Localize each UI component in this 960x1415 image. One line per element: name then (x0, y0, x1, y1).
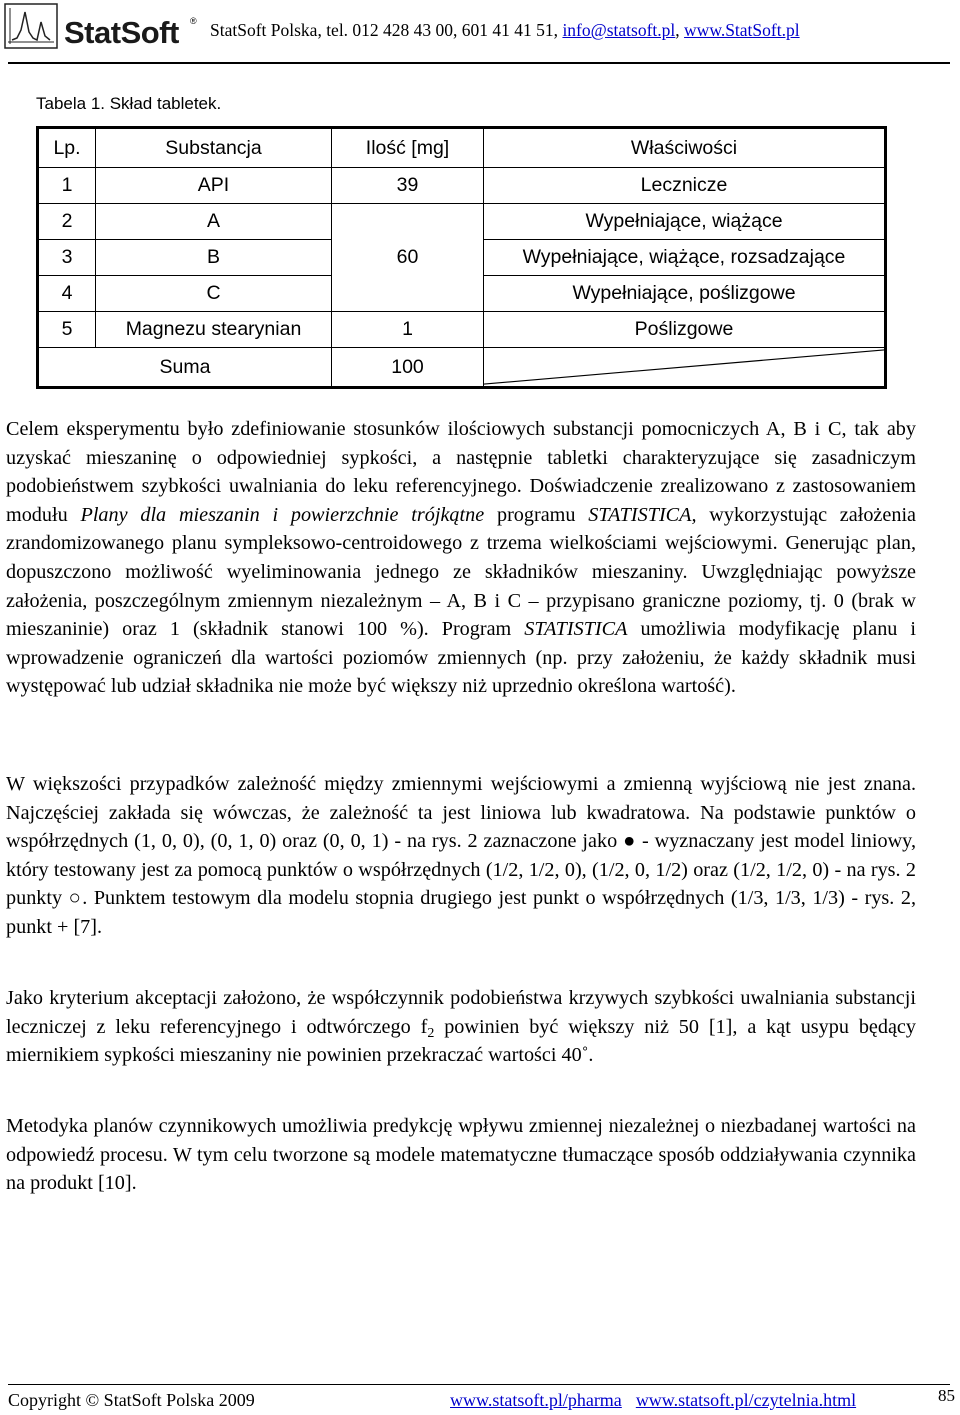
footer-pharma-link[interactable]: www.statsoft.pl/pharma (450, 1390, 622, 1410)
cell-substance: C (96, 276, 332, 312)
cell-properties: Wypełniające, wiążące (484, 204, 886, 240)
header-separator: , (675, 20, 685, 40)
sum-label: Suma (38, 348, 332, 388)
table-header-row (38, 128, 886, 168)
paragraph-1 (6, 415, 916, 701)
header-properties: Właściwości (484, 128, 886, 168)
header-contact (210, 20, 800, 41)
logo-wordmark: StatSoft (64, 15, 179, 50)
cell-substance: B (96, 240, 332, 276)
composition-table (36, 126, 887, 389)
paragraph-1-part-c: wykorzystując założenia zrandomizowanego planu sympleksowo-centroidowego z trzema wielkościami wejściowymi. Generując plan, dopuszczono możliwość wyeliminowania jednego ze składników mieszaniny. Uwzględniając powyższe założenia, poszczególnym zmiennym niezależnym – A, B i C – przypisano graniczne poziomy, tj. 0 (brak w mieszaninie) oraz 1 (składnik stanowi 100 %). Program (6, 503, 917, 641)
table-row (38, 204, 886, 240)
cell-substance: API (96, 168, 332, 204)
sum-empty-cell (484, 348, 886, 388)
cell-lp: 5 (38, 312, 96, 348)
sum-value: 100 (332, 348, 484, 388)
table-caption: Tabela 1. Skład tabletek. (36, 94, 222, 113)
cell-substance: Magnezu stearynian (96, 312, 332, 348)
header-contact-text: StatSoft Polska, tel. 012 428 43 00, 601 41 41 51, (210, 20, 563, 40)
cell-amount: 1 (332, 312, 484, 348)
footer-links (450, 1390, 870, 1411)
paragraph-2-text: W większości przypadków zależność między zmiennymi wejściowymi a zmienną wyjściową nie jest znana. Najczęściej zakłada się wówczas, że zależność ta jest liniowa lub kwadratowa. Na podstawie punktów o współrzędnych (1, 0, 0), (0, 1, 0) oraz (0, 0, 1) - na rys. 2 zaznaczone jako ● - wyznaczany jest model liniowy, który testowany jest za pomocą punktów o współrzędnych (1/2, 1/2, 0), (1/2, 0, 1/2) oraz (1/2, 1/2, 0) - na rys. 2 punkty ○. Punktem testowym dla modelu stopnia drugiego jest punkt o współrzędnych (1/3, 1/3, 1/3) - rys. 2, punkt + [7]. (6, 773, 916, 938)
cell-properties: Poślizgowe (484, 312, 886, 348)
table-sum-row (38, 348, 886, 388)
table-row (38, 312, 886, 348)
cell-lp: 2 (38, 204, 96, 240)
page-header (0, 0, 960, 64)
footer-reading-room-link[interactable]: www.statsoft.pl/czytelnia.html (635, 1390, 857, 1410)
cell-amount-merged: 60 (332, 204, 484, 312)
paragraph-1-part-d: umożliwia modyfikację planu i wprowadzenie ograniczeń dla wartości poziomów zmiennych (np. przy założeniu, że każdy składnik musi występować lub udział składnika nie może być większy niż uprzednio określona wartość). (6, 618, 916, 698)
f2-subscript: 2 (427, 1025, 435, 1041)
cell-substance: A (96, 204, 332, 240)
footer-divider (8, 1384, 950, 1385)
table-row (38, 168, 886, 204)
cell-properties: Lecznicze (484, 168, 886, 204)
cell-amount: 39 (332, 168, 484, 204)
paragraph-1-part-b: programu (484, 503, 589, 526)
cell-properties: Wypełniające, poślizgowe (484, 276, 886, 312)
cell-lp: 4 (38, 276, 96, 312)
paragraph-3-part-b: powinien być większy niż 50 [1], a kąt usypu będący miernikiem sypkości mieszaniny nie powinien przekraczać wartości 40˚. (6, 1015, 916, 1067)
cell-lp: 1 (38, 168, 96, 204)
header-divider (8, 62, 950, 64)
paragraph-4-text: Metodyka planów czynnikowych umożliwia predykcję wpływu zmiennej niezależnej o niezbadanej wartości na odpowiedź procesu. W tym celu tworzone są modele matematyczne tłumaczące sposób oddziaływania czynnika na produkt [10]. (6, 1115, 916, 1195)
logo-chart-icon (4, 2, 60, 50)
module-name: Plany dla mieszanin i powierzchnie trójkątne (80, 503, 485, 526)
cell-lp: 3 (38, 240, 96, 276)
header-amount: Ilość [mg] (332, 128, 484, 168)
page-number: 85 (938, 1386, 955, 1405)
paragraph-4 (6, 1112, 916, 1198)
diagonal-line (484, 348, 884, 386)
header-lp: Lp. (38, 128, 96, 168)
logo-registered-mark: ® (190, 16, 197, 26)
paragraph-3 (6, 984, 916, 1070)
header-email-link[interactable]: info@statsoft.pl (562, 20, 676, 40)
paragraph-2 (6, 770, 916, 942)
header-substance: Substancja (96, 128, 332, 168)
paragraph-3-part-a: Jako kryterium akceptacji założono, że współczynnik podobieństwa krzywych szybkości uwalniania substancji leczniczej z leku referencyjnego i odtwórczego f (6, 987, 916, 1038)
header-website-link[interactable]: www.StatSoft.pl (684, 20, 800, 40)
program-name-2: STATISTICA (524, 618, 628, 641)
cell-properties: Wypełniające, wiążące, rozsadzające (484, 240, 886, 276)
program-name: STATISTICA, (588, 503, 697, 526)
statsoft-logo (4, 2, 204, 50)
paragraph-1-part-a: Celem eksperymentu było zdefiniowanie stosunków ilościowych substancji pomocniczych A, B i C, tak aby uzyskać mieszaninę o odpowiedniej sypkości, a następnie tabletki charakteryzujące się zasadniczym podobieństwem szybkości uwalniania do leku referencyjnego. Doświadczenie zrealizowano z zastosowaniem modułu (6, 418, 916, 526)
footer-copyright: Copyright © StatSoft Polska 2009 (8, 1390, 255, 1410)
